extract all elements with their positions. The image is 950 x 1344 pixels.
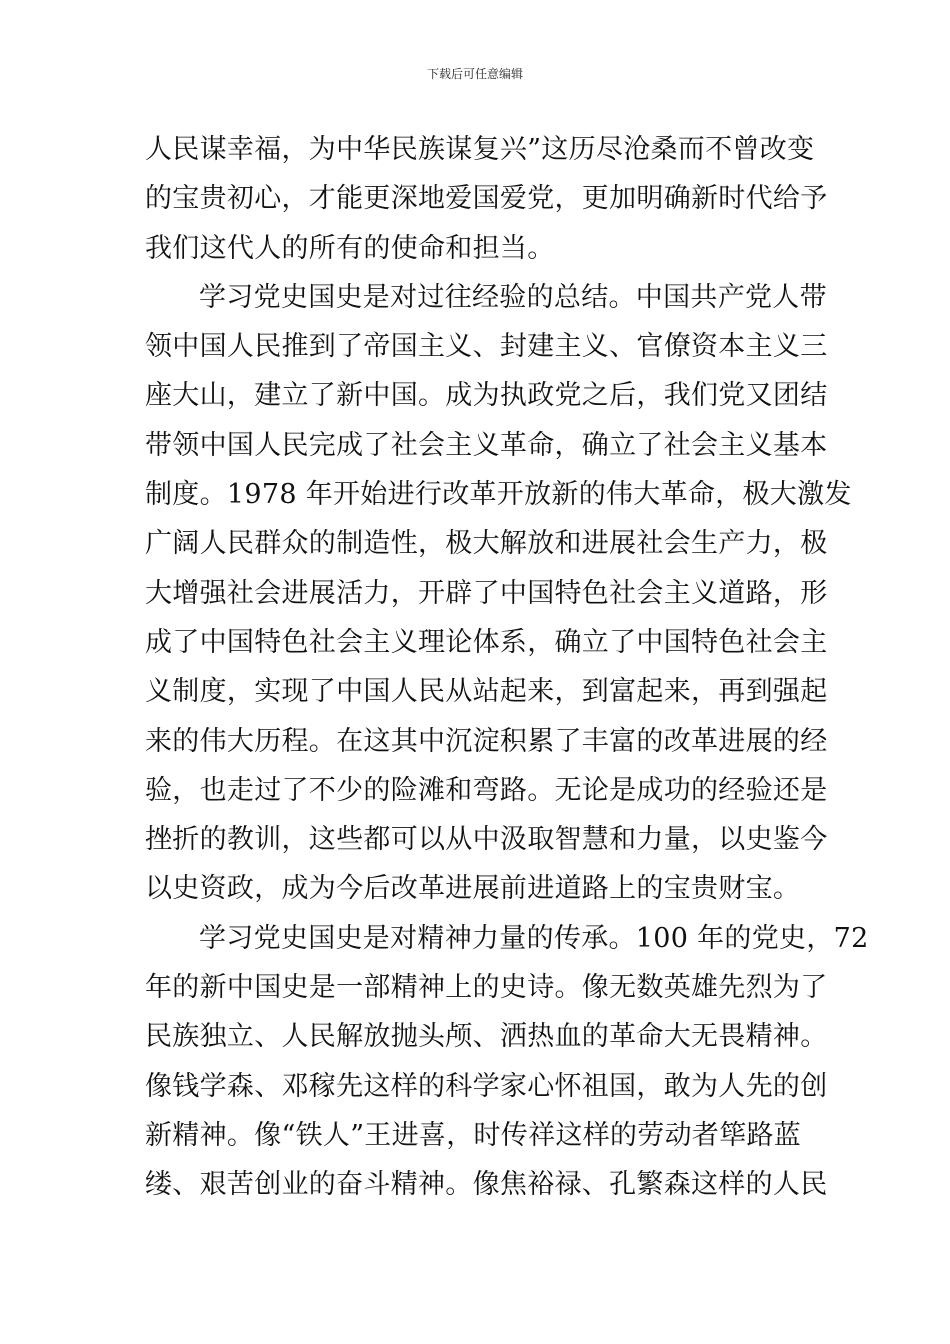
paragraph-2-line-2: 领中国人民推到了帝国主义、封建主义、官僚资本主义三 xyxy=(145,331,828,363)
paragraph-1-line-2: 的宝贵初心，才能更深地爱国爱党，更加明确新时代给予 xyxy=(145,183,828,215)
paragraph-2-line-4: 带领中国人民完成了社会主义革命，确立了社会主义基本 xyxy=(145,429,828,461)
paragraph-3-line-6: 缕、艰苦创业的奋斗精神。像焦裕禄、孔繁森这样的人民 xyxy=(145,1169,828,1201)
paragraph-1-line-1: 人民谋幸福，为中华民族谋复兴”这历尽沧桑而不曾改变 xyxy=(145,134,815,165)
paragraph-2-line-5: 制度。1978 年开始进行改革开放新的伟大革命，极大激发 xyxy=(145,479,852,511)
paragraph-2-line-6: 广阔人民群众的制造性，极大解放和进展社会生产力，极 xyxy=(145,528,828,560)
paragraph-2-line-1: 学习党史国史是对过往经验的总结。中国共产党人带 xyxy=(199,281,827,313)
paragraph-3-line-1: 学习党史国史是对精神力量的传承。100 年的党史，72 xyxy=(199,922,869,954)
paragraph-2-line-8: 成了中国特色社会主义理论体系，确立了中国特色社会主 xyxy=(145,626,828,658)
paragraph-2-line-3: 座大山，建立了新中国。成为执政党之后，我们党又团结 xyxy=(145,380,828,412)
page-header: 下载后可任意编辑 xyxy=(426,67,523,81)
paragraph-3-line-3: 民族独立、人民解放抛头颅、洒热血的革命大无畏精神。 xyxy=(145,1021,828,1053)
paragraph-2-line-10: 来的伟大历程。在这其中沉淀积累了丰富的改革进展的经 xyxy=(145,725,828,757)
paragraph-2-line-11: 验，也走过了不少的险滩和弯路。无论是成功的经验还是 xyxy=(145,774,828,806)
paragraph-1-line-3: 我们这代人的所有的使命和担当。 xyxy=(145,232,555,264)
paragraph-3-line-4: 像钱学森、邓稼先这样的科学家心怀祖国，敢为人先的创 xyxy=(145,1070,828,1102)
paragraph-3-line-2: 年的新中国史是一部精神上的史诗。像无数英雄先烈为了 xyxy=(145,972,828,1004)
paragraph-2-line-7: 大增强社会进展活力，开辟了中国特色社会主义道路，形 xyxy=(145,577,828,609)
paragraph-2-line-13: 以史资政，成为今后改革进展前进道路上的宝贵财宝。 xyxy=(145,873,801,905)
paragraph-2-line-9: 义制度，实现了中国人民从站起来，到富起来，再到强起 xyxy=(145,676,828,708)
paragraph-2-line-12: 挫折的教训，这些都可以从中汲取智慧和力量，以史鉴今 xyxy=(145,824,828,856)
paragraph-3-line-5: 新精神。像“铁人”王进喜，时传祥这样的劳动者筚路蓝 xyxy=(145,1119,802,1151)
document-body xyxy=(145,125,869,1210)
